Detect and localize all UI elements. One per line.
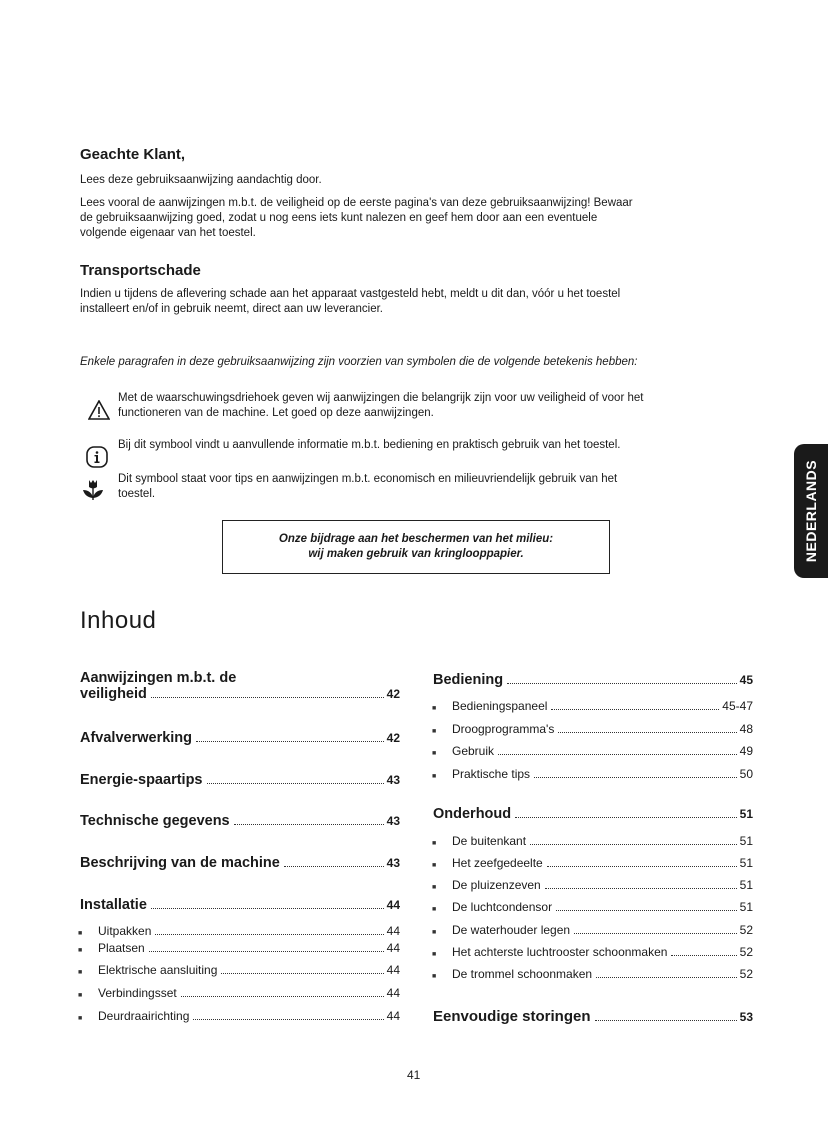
info-icon [86, 446, 108, 473]
toc-entry-description[interactable] [80, 855, 400, 871]
toc-subentry-label: Plaatsen [98, 941, 145, 955]
bullet-icon: ■ [432, 840, 437, 847]
bullet-icon: ■ [432, 705, 437, 712]
bullet-icon: ■ [432, 750, 437, 757]
toc-subentry-usage[interactable] [432, 744, 753, 758]
toc-entry-label-line1: Aanwijzingen m.b.t. de [80, 670, 237, 686]
greeting-p2-line3: volgende eigenaar van het toestel. [80, 227, 256, 239]
toc-subentry-page: 50 [739, 767, 753, 781]
toc-entry-waste[interactable] [80, 730, 400, 746]
toc-subentry-unpacking[interactable] [78, 924, 400, 938]
toc-subentry-air-condenser[interactable] [432, 900, 753, 914]
toc-subentry-page: 52 [739, 945, 753, 959]
toc-entry-label: Beschrijving van de machine [80, 855, 280, 871]
toc-subentry-control-panel[interactable] [432, 699, 753, 713]
toc-subentry-page: 52 [739, 923, 753, 937]
toc-subentry-label: De waterhouder legen [452, 923, 571, 937]
page-number: 41 [407, 1068, 421, 1082]
bullet-icon: ■ [78, 1015, 83, 1022]
warning-text [118, 391, 758, 421]
toc-entry-technical[interactable] [80, 813, 400, 829]
info-text: Bij dit symbool vindt u aanvullende informatie m.b.t. bediening en praktisch gebruik van het toestel. [118, 439, 621, 451]
bullet-icon: ■ [432, 973, 437, 980]
bullet-icon: ■ [432, 862, 437, 869]
language-side-tab-label: NEDERLANDS [803, 459, 820, 563]
toc-title: Inhoud [80, 607, 157, 634]
toc-subentry-lint-filters[interactable] [432, 878, 753, 892]
transport-paragraph [80, 287, 760, 317]
toc-subentry-label: Het achterste luchtrooster schoonmaken [452, 945, 668, 959]
toc-subentry-practical-tips[interactable] [432, 767, 753, 781]
toc-entry-page: 42 [386, 687, 400, 701]
transport-line1: Indien u tijdens de aflevering schade aan het apparaat vastgesteld hebt, meldt u dit dan, vóór u het toestel [80, 288, 621, 300]
toc-subentry-label: Het zeefgedeelte [452, 856, 543, 870]
bullet-icon: ■ [432, 906, 437, 913]
toc-entry-page: 53 [739, 1010, 753, 1024]
toc-subentry-filter-section[interactable] [432, 856, 753, 870]
toc-subentry-drying-programs[interactable] [432, 722, 753, 736]
toc-entry-safety[interactable] [80, 670, 400, 702]
toc-subentry-label: De pluizenzeven [452, 878, 541, 892]
toc-entry-page: 44 [386, 898, 400, 912]
toc-entry-label: Installatie [80, 897, 147, 913]
toc-subentry-label: Uitpakken [98, 924, 152, 938]
toc-entry-label: Eenvoudige storingen [433, 1008, 591, 1025]
toc-entry-label: Technische gegevens [80, 813, 230, 829]
toc-entry-troubleshooting[interactable] [433, 1008, 753, 1025]
toc-subentry-label: Verbindingsset [98, 986, 177, 1000]
toc-subentry-rear-grille[interactable] [432, 945, 753, 959]
eco-line1: Dit symbool staat voor tips en aanwijzingen m.b.t. economisch en milieuvriendelijk gebruik van het [118, 473, 618, 485]
transport-line2: installeert en/of in gebruik neemt, direct aan uw leverancier. [80, 303, 383, 315]
note-line2: wij maken gebruik van kringlooppapier. [308, 548, 524, 560]
bullet-icon: ■ [432, 884, 437, 891]
toc-subentry-page: 44 [386, 986, 400, 1000]
warning-triangle-icon [88, 400, 110, 425]
toc-subentry-page: 51 [739, 900, 753, 914]
transport-title: Transportschade [80, 262, 201, 279]
toc-entry-label: Bediening [433, 672, 504, 688]
bullet-icon: ■ [432, 728, 437, 735]
greeting-paragraph-2 [80, 196, 760, 241]
language-side-tab [794, 444, 828, 578]
toc-subentry-label: Droogprogramma's [452, 722, 555, 736]
greeting-p2-line1: Lees vooral de aanwijzingen m.b.t. de veiligheid op de eerste pagina's van deze gebruiksaanwijzing! Bewaar [80, 197, 633, 209]
toc-subentry-page: 44 [386, 963, 400, 977]
toc-entry-label: Afvalverwerking [80, 730, 193, 746]
toc-subentry-page: 45-47 [722, 699, 753, 713]
bullet-icon: ■ [432, 773, 437, 780]
toc-subentry-door-direction[interactable] [78, 1009, 400, 1023]
eco-flower-icon [82, 478, 104, 507]
toc-subentry-label: Bedieningspaneel [452, 699, 548, 713]
toc-entry-page: 42 [386, 731, 400, 745]
toc-subentry-drum-cleaning[interactable] [432, 967, 753, 981]
toc-entry-energy[interactable] [80, 772, 400, 788]
toc-entry-page: 51 [739, 807, 753, 821]
environment-note-box [222, 520, 610, 574]
toc-subentry-page: 49 [739, 744, 753, 758]
bullet-icon: ■ [432, 929, 437, 936]
bullet-icon: ■ [78, 930, 83, 937]
toc-subentry-page: 48 [739, 722, 753, 736]
toc-subentry-connection-set[interactable] [78, 986, 400, 1000]
warning-line2: functioneren van de machine. Let goed op deze aanwijzingen. [118, 407, 434, 419]
toc-subentry-page: 44 [386, 1009, 400, 1023]
toc-entry-operation[interactable] [433, 672, 753, 688]
toc-entry-page: 45 [739, 673, 753, 687]
bullet-icon: ■ [432, 951, 437, 958]
note-line1: Onze bijdrage aan het beschermen van het milieu: [278, 533, 554, 545]
toc-subentry-label: De luchtcondensor [452, 900, 553, 914]
greeting-paragraph-1: Lees deze gebruiksaanwijzing aandachtig door. [80, 174, 322, 186]
toc-subentry-label: Deurdraairichting [98, 1009, 190, 1023]
toc-entry-label: Onderhoud [433, 806, 512, 822]
toc-entry-page: 43 [386, 773, 400, 787]
toc-subentry-label: Praktische tips [452, 767, 531, 781]
bullet-icon: ■ [78, 969, 83, 976]
toc-subentry-page: 51 [739, 856, 753, 870]
toc-entry-page: 43 [386, 814, 400, 828]
toc-subentry-label: De trommel schoonmaken [452, 967, 593, 981]
toc-entry-installation[interactable] [80, 897, 400, 913]
symbols-intro: Enkele paragrafen in deze gebruiksaanwijzing zijn voorzien van symbolen die de volgende betekenis hebben: [80, 356, 638, 368]
bullet-icon: ■ [78, 992, 83, 999]
greeting-title: Geachte Klant, [80, 146, 186, 163]
eco-text [118, 472, 758, 502]
bullet-icon: ■ [78, 947, 83, 954]
toc-subentry-page: 52 [739, 967, 753, 981]
toc-subentry-page: 44 [386, 924, 400, 938]
toc-entry-label-line2: veiligheid [80, 686, 147, 702]
toc-subentry-label: Elektrische aansluiting [98, 963, 218, 977]
greeting-p2-line2: de gebruiksaanwijzing goed, zodat u nog eens iets kunt nalezen en geef hem door aan een eventuele [80, 212, 598, 224]
toc-subentry-placing[interactable] [78, 941, 400, 955]
toc-subentry-water-container[interactable] [432, 923, 753, 937]
toc-subentry-page: 51 [739, 878, 753, 892]
toc-subentry-exterior[interactable] [432, 834, 753, 848]
warning-line1: Met de waarschuwingsdriehoek geven wij aanwijzingen die belangrijk zijn voor uw veiligheid of voor het [118, 392, 644, 404]
toc-subentry-page: 51 [739, 834, 753, 848]
toc-entry-page: 43 [386, 856, 400, 870]
toc-subentry-page: 44 [386, 941, 400, 955]
toc-subentry-label: Gebruik [452, 744, 495, 758]
eco-line2: toestel. [118, 488, 156, 500]
toc-subentry-label: De buitenkant [452, 834, 527, 848]
toc-entry-label: Energie-spaartips [80, 772, 203, 788]
toc-entry-maintenance[interactable] [433, 806, 753, 822]
toc-subentry-electrical[interactable] [78, 963, 400, 977]
